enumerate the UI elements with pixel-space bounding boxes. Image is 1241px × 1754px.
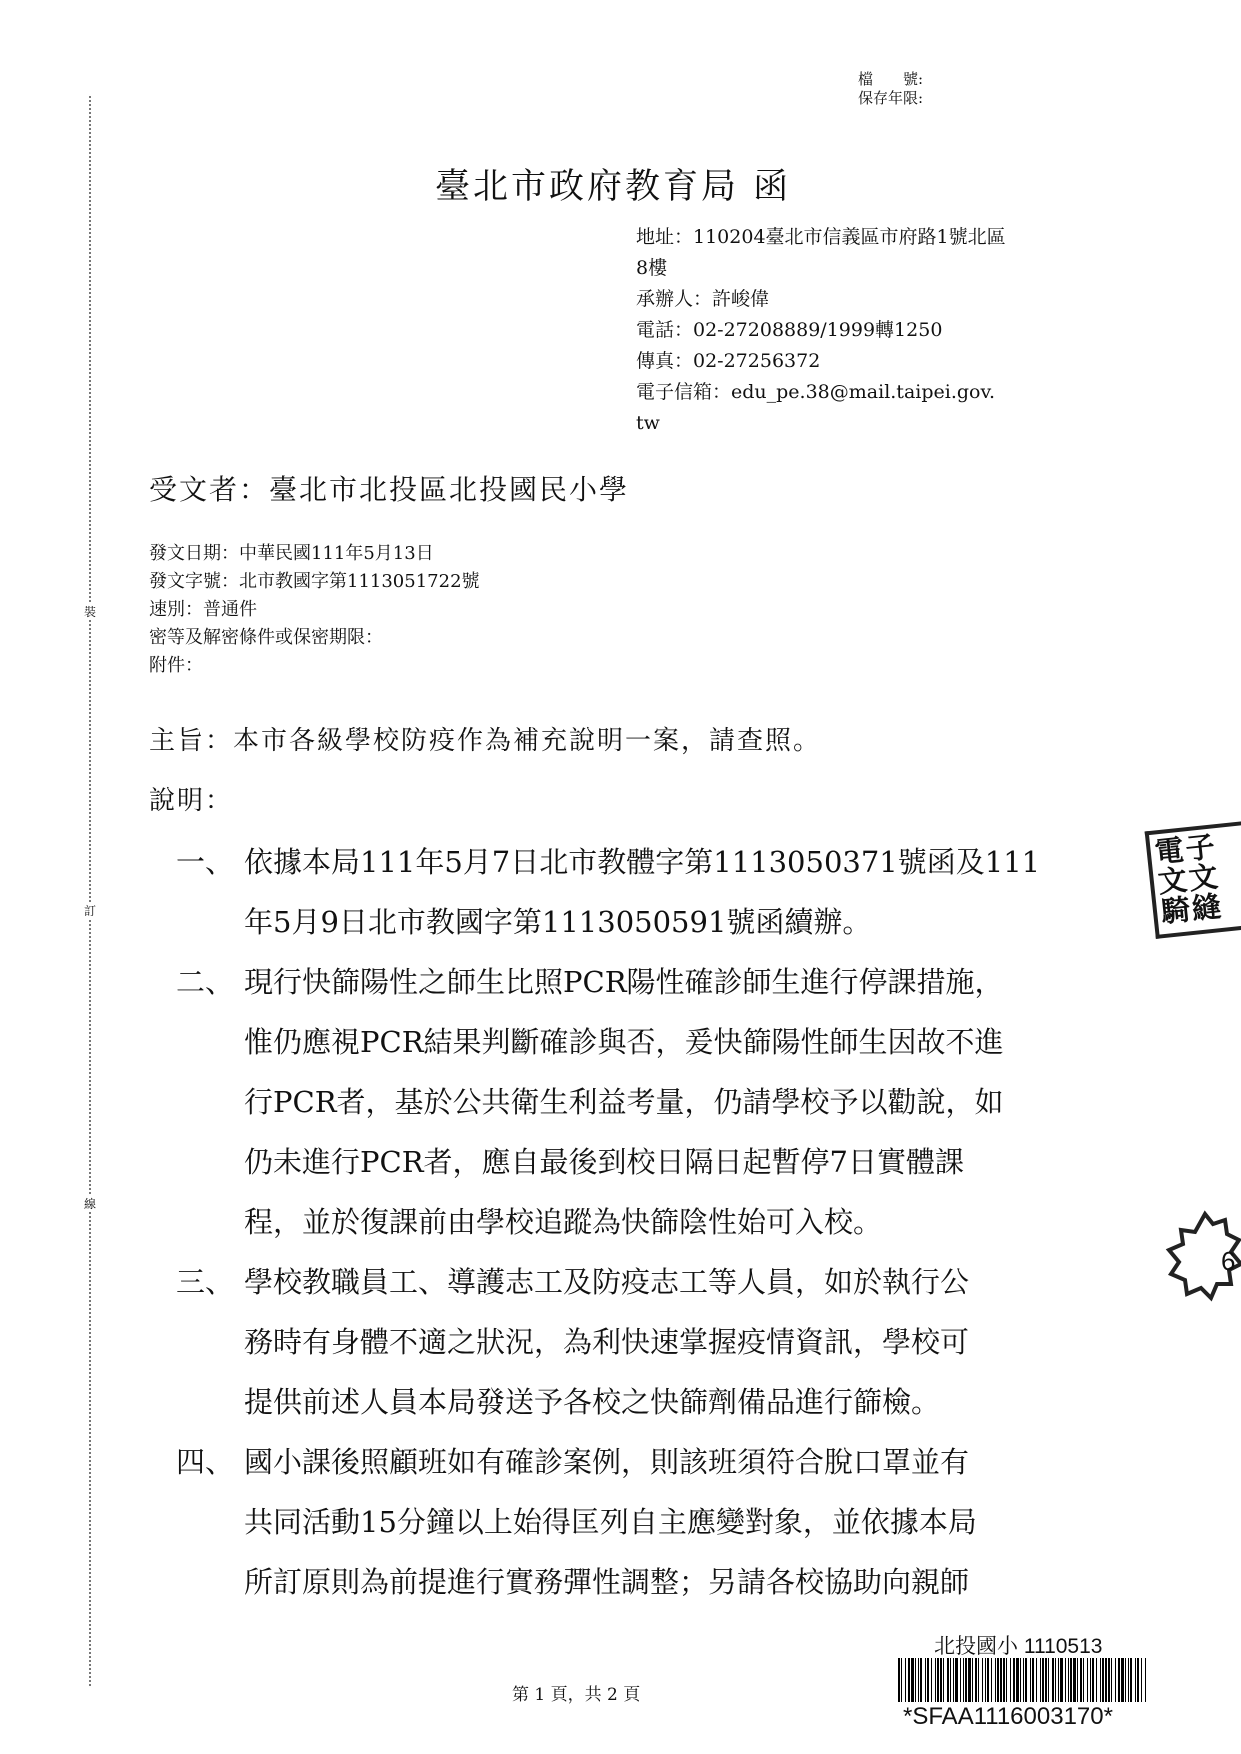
explanation-item (176, 952, 1106, 1252)
barcode-bar (1060, 1658, 1063, 1702)
barcode-bar (915, 1658, 916, 1702)
barcode-bar (940, 1658, 942, 1702)
barcode-bar (1055, 1658, 1056, 1702)
barcode-bar (1032, 1658, 1034, 1702)
barcode-label: 北投國小 1110513 (934, 1635, 1103, 1658)
barcode-bar (1145, 1658, 1146, 1702)
sender-info (636, 222, 1106, 439)
barcode-bar (1092, 1658, 1094, 1702)
barcode-bar (1118, 1658, 1120, 1702)
barcode-bar (1023, 1658, 1024, 1702)
archive-file-number: 檔 號: (858, 70, 924, 88)
barcode-bar (995, 1658, 996, 1702)
subject-line: 主旨：本市各級學校防疫作為補充說明一案，請查照。 (149, 726, 822, 756)
explanation-item (176, 1432, 1106, 1612)
attachments: 附件： (149, 655, 203, 676)
barcode-bar (1105, 1658, 1107, 1702)
barcode-bar (1068, 1658, 1069, 1702)
item-number: 三、 (176, 1265, 235, 1299)
barcode-bar (1045, 1658, 1047, 1702)
delivery-speed: 速別：普通件 (149, 599, 257, 620)
barcode-bar (1048, 1658, 1049, 1702)
barcode-bar (1096, 1658, 1097, 1702)
secrecy-level: 密等及解密條件或保密期限： (149, 627, 383, 648)
barcode-bar (1080, 1658, 1082, 1702)
item-number: 二、 (176, 965, 235, 999)
barcode-bar (1042, 1658, 1044, 1702)
barcode-bar (1141, 1658, 1142, 1702)
barcode-bar (1100, 1658, 1101, 1702)
explanation-label: 說明： (149, 786, 234, 816)
sender-fax: 傳真：02-27256372 (636, 350, 821, 372)
barcode-bar (908, 1658, 910, 1702)
item-line: 學校教職員工、導護志工及防疫志工等人員，如於執行公 (244, 1265, 970, 1299)
barcode-bar (1065, 1658, 1066, 1702)
barcode-bar (1020, 1658, 1021, 1702)
page-number: 第 1 頁，共 2 頁 (512, 1685, 641, 1705)
barcode-bar (1125, 1658, 1126, 1702)
binding-dotted-line (89, 96, 91, 1686)
item-line: 國小課後照顧班如有確診案例，則該班須符合脫口罩並有 (244, 1445, 970, 1479)
barcode-bar (901, 1658, 902, 1702)
barcode-bar (931, 1658, 932, 1702)
sender-contact-person: 承辦人：許峻偉 (636, 288, 770, 310)
barcode-bar (963, 1658, 964, 1702)
item-line: 務時有身體不適之狀況，為利快速掌握疫情資訊，學校可 (244, 1325, 970, 1359)
barcode-bar (905, 1658, 906, 1702)
barcode-code: *SFAA1116003170* (903, 1703, 1113, 1730)
item-line: 惟仍應視PCR結果判斷確診與否，爰快篩陽性師生因故不進 (244, 1025, 1004, 1059)
barcode-bar (1040, 1658, 1041, 1702)
barcode-bar (937, 1658, 939, 1702)
barcode-bar (960, 1658, 961, 1702)
barcode-bar (972, 1658, 973, 1702)
barcode-bar (1003, 1658, 1005, 1702)
barcode-bar (1130, 1658, 1132, 1702)
barcode-bar (1070, 1658, 1072, 1702)
explanation-item (176, 832, 1106, 952)
barcode-bar (1108, 1658, 1110, 1702)
barcode-bar (918, 1658, 919, 1702)
barcode-bar (1058, 1658, 1059, 1702)
document-meta (149, 540, 480, 680)
item-line: 行PCR者，基於公共衛生利益考量，仍請學校予以勸說，如 (244, 1085, 1004, 1119)
sender-address-line2: 8樓 (636, 257, 668, 279)
barcode-bar (943, 1658, 944, 1702)
cogwheel-seal-icon (1165, 1210, 1241, 1310)
barcode-bar (975, 1658, 977, 1702)
barcode-bar (1030, 1658, 1031, 1702)
document-title: 臺北市政府教育局 函 (435, 167, 792, 207)
binding-mark-ding: 訂 (84, 904, 97, 918)
barcode-bar (1102, 1658, 1104, 1702)
barcode-bar (1000, 1658, 1002, 1702)
barcode-bar (1083, 1658, 1084, 1702)
barcode-bar (978, 1658, 979, 1702)
barcode-bar (1006, 1658, 1007, 1702)
barcode-bar (1087, 1658, 1088, 1702)
sender-address-line1: 地址：110204臺北市信義區市府路1號北區 (636, 226, 1006, 248)
barcode-bar (1052, 1658, 1054, 1702)
item-line: 仍未進行PCR者，應自最後到校日隔日起暫停7日實體課 (244, 1145, 964, 1179)
barcode-bar (947, 1658, 949, 1702)
barcode-bar (911, 1658, 914, 1702)
barcode-bar (968, 1658, 971, 1702)
item-number: 四、 (176, 1445, 235, 1479)
barcode-bar (898, 1658, 900, 1702)
item-line: 所訂原則為前提進行實務彈性調整；另請各校協助向親師 (244, 1565, 970, 1599)
barcode-bar (987, 1658, 989, 1702)
barcode-bar (1077, 1658, 1078, 1702)
item-line: 現行快篩陽性之師生比照PCR陽性確診師生進行停課措施， (244, 965, 1004, 999)
barcode-bar (1090, 1658, 1091, 1702)
barcode-bar (1121, 1658, 1124, 1702)
barcode-bar (950, 1658, 951, 1702)
barcode-bar (1013, 1658, 1015, 1702)
seal-number: 6 (1221, 1246, 1236, 1276)
archive-retention-period: 保存年限: (858, 89, 924, 107)
barcode-bar (925, 1658, 926, 1702)
item-line: 提供前述人員本局發送予各校之快篩劑備品進行篩檢。 (244, 1385, 941, 1419)
barcode-bar (920, 1658, 922, 1702)
barcode-bar (927, 1658, 929, 1702)
barcode-bar (1025, 1658, 1027, 1702)
barcode-bar (1111, 1658, 1112, 1702)
barcode-bar (935, 1658, 936, 1702)
archive-info (858, 70, 923, 108)
barcode-bar (1115, 1658, 1116, 1702)
barcode-bar (985, 1658, 986, 1702)
barcode-bar (965, 1658, 967, 1702)
sender-email-line2: tw (636, 412, 660, 434)
item-line: 共同活動15分鐘以上始得匡列自主應變對象，並依據本局 (244, 1505, 977, 1539)
item-number: 一、 (176, 845, 235, 879)
issue-date: 發文日期：中華民國111年5月13日 (149, 543, 434, 564)
barcode-bar (997, 1658, 999, 1702)
explanation-item (176, 1252, 1106, 1432)
item-line: 依據本局111年5月7日北市教體字第1113050371號函及111 (244, 845, 1041, 879)
barcode-bar (1073, 1658, 1076, 1702)
sender-email-line1: 電子信箱：edu_pe.38@mail.taipei.gov. (636, 381, 995, 403)
recipient: 受文者：臺北市北投區北投國民小學 (149, 473, 630, 506)
sender-phone: 電話：02-27208889/1999轉1250 (636, 319, 943, 341)
binding-mark-zhuang: 裝 (84, 605, 97, 619)
barcode-bar (1016, 1658, 1019, 1702)
barcode-bar (1137, 1658, 1139, 1702)
barcode-bar (982, 1658, 983, 1702)
barcode-bar (991, 1658, 992, 1702)
barcode-icon (898, 1658, 1146, 1702)
barcode-bar (1128, 1658, 1129, 1702)
binding-mark-xian: 線 (84, 1197, 97, 1211)
barcode-bar (1135, 1658, 1136, 1702)
item-line: 程，並於復課前由學校追蹤為快篩陰性始可入校。 (244, 1205, 883, 1239)
item-line: 年5月9日北市教國字第1113050591號函續辦。 (244, 905, 872, 939)
barcode-bar (1036, 1658, 1037, 1702)
barcode-bar (1010, 1658, 1011, 1702)
barcode-bar (953, 1658, 954, 1702)
explanation-items (176, 832, 1106, 1612)
barcode-bar (955, 1658, 958, 1702)
electronic-document-seal-stamp: 電子 文文 騎縫 (1145, 821, 1241, 939)
document-number: 發文字號：北市教國字第1113051722號 (149, 571, 480, 592)
